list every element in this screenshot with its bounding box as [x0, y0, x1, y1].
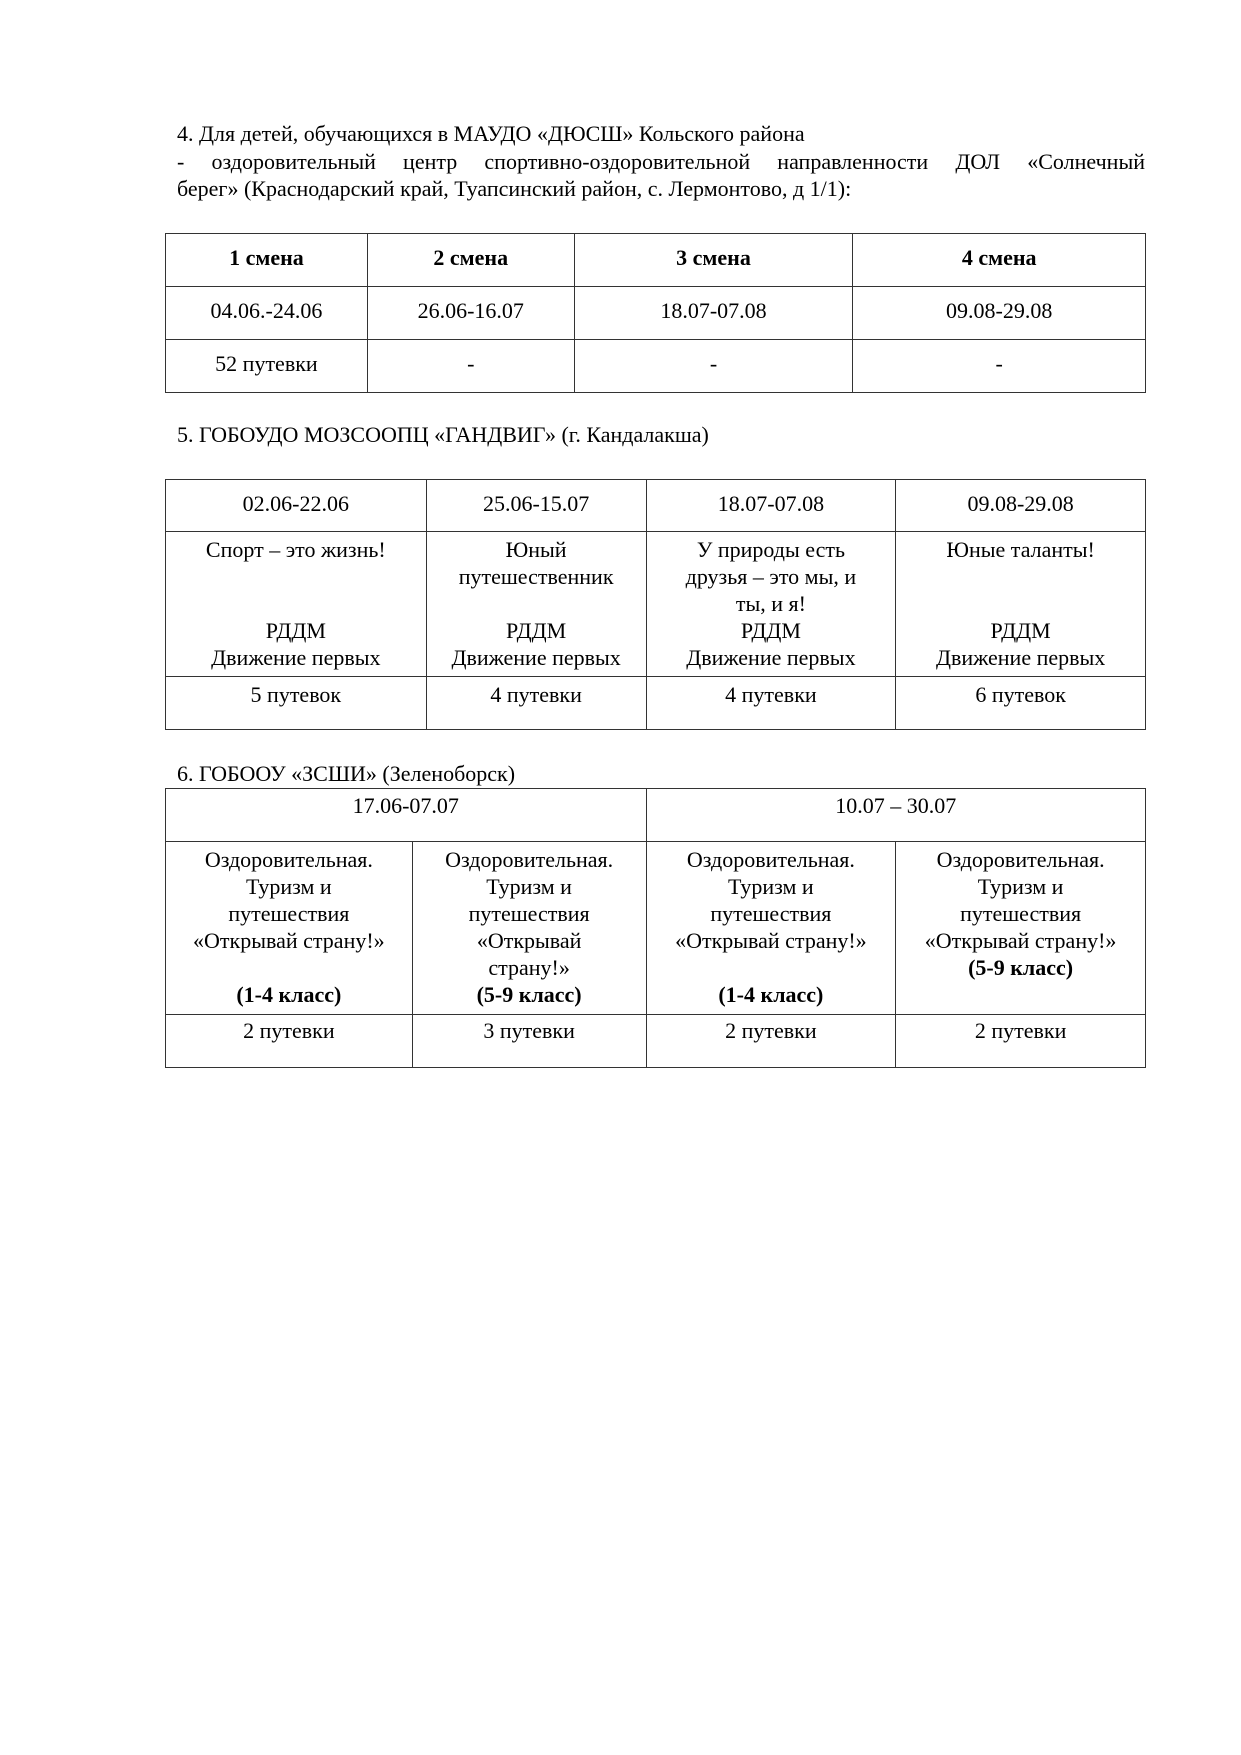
shift-dates: 18.07-07.08	[646, 480, 896, 532]
table-row	[166, 234, 1146, 287]
vouchers-cell: 5 путевок	[166, 677, 427, 730]
grade-label: (1-4 класс)	[236, 982, 342, 1007]
program-line: Туризм и	[486, 874, 572, 899]
program-title: путешественник	[458, 564, 614, 589]
shift-dates: 09.08-29.08	[896, 480, 1146, 532]
table-row	[166, 532, 1146, 677]
section4-desc-line2: берег» (Краснодарский край, Туапсинский район, с. Лермонтово, д 1/1):	[177, 176, 852, 201]
section4-desc-line1: - оздоровительный центр спортивно-оздоровительной направленности ДОЛ «Солнечный	[177, 149, 1145, 174]
program-cell	[896, 532, 1146, 677]
program-slogan: страну!»	[488, 955, 570, 980]
vouchers-cell: 52 путевки	[166, 340, 368, 393]
program-cell	[896, 842, 1146, 1015]
shift-dates: 09.08-29.08	[853, 287, 1146, 340]
program-title: У природы есть	[696, 537, 846, 562]
program-line: Туризм и	[246, 874, 332, 899]
shift-dates: 18.07-07.08	[574, 287, 853, 340]
section5-table	[165, 479, 1146, 730]
movement-label: Движение первых	[686, 645, 856, 670]
program-slogan: «Открывай страну!»	[924, 928, 1117, 953]
program-title: Спорт – это жизнь!	[205, 537, 386, 562]
org-label: РДДМ	[265, 618, 326, 643]
program-title: ты, и я!	[735, 591, 806, 616]
org-label: РДДМ	[740, 618, 801, 643]
program-cell	[646, 532, 896, 677]
program-cell	[412, 842, 646, 1015]
section4-heading: 4. Для детей, обучающихся в МАУДО «ДЮСШ» Кольского района	[177, 121, 805, 146]
program-type: Оздоровительная.	[204, 847, 373, 872]
program-title: друзья – это мы, и	[685, 564, 857, 589]
program-line: путешествия	[710, 901, 832, 926]
shift-header: 4 смена	[853, 234, 1146, 287]
program-slogan: «Открывай страну!»	[193, 928, 385, 953]
program-type: Оздоровительная.	[445, 847, 614, 872]
program-title: Юный	[505, 537, 567, 562]
program-line: Туризм и	[977, 874, 1064, 899]
shift-header: 2 смена	[367, 234, 574, 287]
movement-label: Движение первых	[451, 645, 621, 670]
table-row	[166, 1015, 1146, 1068]
program-line: путешествия	[228, 901, 350, 926]
program-cell	[166, 842, 413, 1015]
program-type: Оздоровительная.	[936, 847, 1105, 872]
vouchers-cell: 2 путевки	[646, 1015, 896, 1068]
table-row	[166, 287, 1146, 340]
org-label: РДДМ	[990, 618, 1051, 643]
shift-header: 1 смена	[166, 234, 368, 287]
shift-dates: 02.06-22.06	[166, 480, 427, 532]
section5-heading: 5. ГОБОУДО МОЗСООПЦ «ГАНДВИГ» (г. Кандалакша)	[177, 422, 709, 447]
program-line: путешествия	[960, 901, 1082, 926]
movement-label: Движение первых	[211, 645, 381, 670]
vouchers-cell: 4 путевки	[426, 677, 646, 730]
program-line: путешествия	[468, 901, 590, 926]
vouchers-cell: 2 путевки	[896, 1015, 1146, 1068]
section4-table	[165, 233, 1146, 393]
shift-dates: 26.06-16.07	[367, 287, 574, 340]
vouchers-cell: 2 путевки	[166, 1015, 413, 1068]
section6-table	[165, 788, 1146, 1068]
grade-label: (1-4 класс)	[718, 982, 824, 1007]
program-line: Туризм и	[728, 874, 814, 899]
grade-label: (5-9 класс)	[476, 982, 582, 1007]
vouchers-cell: -	[574, 340, 853, 393]
vouchers-cell: 3 путевки	[412, 1015, 646, 1068]
section6-heading: 6. ГОБООУ «ЗСШИ» (Зеленоборск)	[177, 761, 516, 786]
program-slogan: «Открывай страну!»	[675, 928, 867, 953]
program-type: Оздоровительная.	[686, 847, 855, 872]
vouchers-cell: 6 путевок	[896, 677, 1146, 730]
vouchers-cell: 4 путевки	[646, 677, 896, 730]
grade-label: (5-9 класс)	[968, 955, 1074, 980]
vouchers-cell: -	[367, 340, 574, 393]
vouchers-cell: -	[853, 340, 1146, 393]
program-cell	[646, 842, 896, 1015]
program-cell	[166, 532, 427, 677]
shift-dates: 04.06.-24.06	[166, 287, 368, 340]
period-cell: 17.06-07.07	[166, 789, 647, 842]
table-row	[166, 677, 1146, 730]
program-title: Юные таланты!	[946, 537, 1095, 562]
table-row	[166, 842, 1146, 1015]
shift-header: 3 смена	[574, 234, 853, 287]
table-row	[166, 789, 1146, 842]
table-row	[166, 340, 1146, 393]
org-label: РДДМ	[506, 618, 567, 643]
period-cell: 10.07 – 30.07	[646, 789, 1145, 842]
movement-label: Движение первых	[935, 645, 1106, 670]
table-row	[166, 480, 1146, 532]
program-slogan: «Открывай	[476, 928, 582, 953]
program-cell	[426, 532, 646, 677]
shift-dates: 25.06-15.07	[426, 480, 646, 532]
